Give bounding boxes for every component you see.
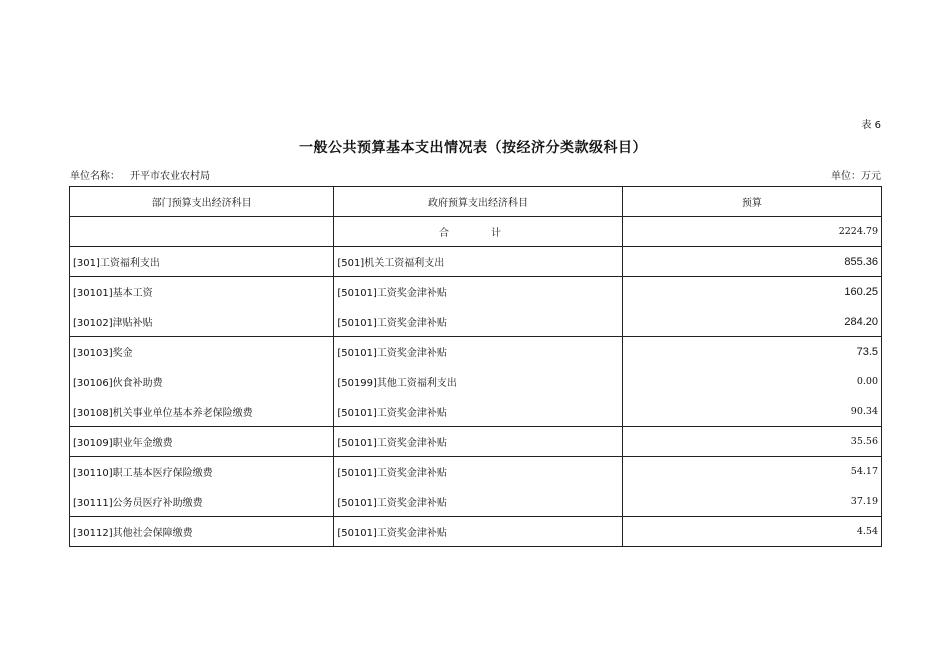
unit-name: 开平市农业农村局	[130, 171, 210, 182]
dept-subject-cell: [30108]机关事业单位基本养老保险缴费	[70, 397, 334, 427]
gov-subject-cell: [501]机关工资福利支出	[334, 247, 622, 277]
table-row	[70, 337, 882, 367]
total-row	[70, 217, 882, 247]
gov-subject-cell: [50101]工资奖金津补贴	[334, 427, 622, 457]
gov-subject-cell: [50101]工资奖金津补贴	[334, 337, 622, 367]
gov-subject-cell: [50101]工资奖金津补贴	[334, 307, 622, 337]
budget-table	[69, 186, 882, 547]
unit-label: 单位名称：	[70, 171, 120, 182]
table-row	[70, 457, 882, 487]
unit-name-group	[70, 167, 210, 182]
table-header-row	[70, 187, 882, 217]
amount-cell: 73.5	[622, 337, 881, 367]
amount-cell: 855.36	[622, 247, 881, 277]
page-title: 一般公共预算基本支出情况表（按经济分类款级科目）	[299, 140, 647, 156]
unit-info-row	[70, 167, 881, 181]
dept-subject-cell: [30106]伙食补助费	[70, 367, 334, 397]
gov-subject-cell: [50199]其他工资福利支出	[334, 367, 622, 397]
amount-cell: 90.34	[622, 397, 881, 427]
gov-subject-cell: [50101]工资奖金津补贴	[334, 517, 622, 547]
gov-subject-cell: [50101]工资奖金津补贴	[334, 397, 622, 427]
dept-subject-cell: [30112]其他社会保障缴费	[70, 517, 334, 547]
dept-subject-cell: [30110]职工基本医疗保险缴费	[70, 457, 334, 487]
amount-cell: 160.25	[622, 277, 881, 307]
dept-subject-cell: [301]工资福利支出	[70, 247, 334, 277]
table-row	[70, 277, 882, 307]
dept-subject-cell: [30102]津贴补贴	[70, 307, 334, 337]
dept-subject-cell: [30109]职业年金缴费	[70, 427, 334, 457]
currency-unit: 单位：万元	[831, 171, 881, 182]
gov-subject-cell: [50101]工资奖金津补贴	[334, 457, 622, 487]
total-value: 2224.79	[622, 217, 881, 247]
amount-cell: 4.54	[622, 517, 881, 547]
dept-subject-cell: [30103]奖金	[70, 337, 334, 367]
gov-subject-cell: [50101]工资奖金津补贴	[334, 487, 622, 517]
table-row	[70, 247, 882, 277]
table-row	[70, 517, 882, 547]
amount-cell: 0.00	[622, 367, 881, 397]
total-empty-cell	[70, 217, 334, 247]
amount-cell: 37.19	[622, 487, 881, 517]
amount-cell: 284.20	[622, 307, 881, 337]
gov-subject-cell: [50101]工资奖金津补贴	[334, 277, 622, 307]
header-dept-subject: 部门预算支出经济科目	[70, 187, 334, 217]
table-row	[70, 367, 882, 397]
amount-cell: 54.17	[622, 457, 881, 487]
dept-subject-cell: [30101]基本工资	[70, 277, 334, 307]
table-number: 表 6	[861, 120, 881, 131]
total-label: 合 计	[334, 217, 622, 247]
table-row	[70, 487, 882, 517]
table-row	[70, 307, 882, 337]
table-row	[70, 427, 882, 457]
amount-cell: 35.56	[622, 427, 881, 457]
dept-subject-cell: [30111]公务员医疗补助缴费	[70, 487, 334, 517]
table-row	[70, 397, 882, 427]
header-gov-subject: 政府预算支出经济科目	[334, 187, 622, 217]
header-budget: 预算	[622, 187, 881, 217]
